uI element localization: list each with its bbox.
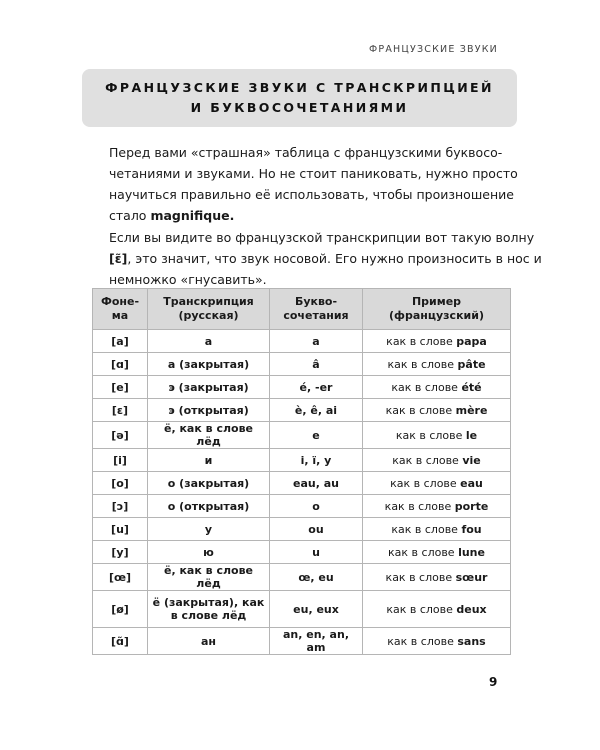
nasal-line-1: Если вы видите во французской транскрипции вот такую волну: [109, 230, 535, 245]
nasal-line-2: [109, 248, 542, 269]
cell-transcription: [148, 628, 270, 655]
cell-phoneme: [ɑ]: [93, 353, 148, 376]
transcription-text: ё, как в слове: [164, 422, 253, 435]
nasal-line-3: немножко «гнусавить».: [109, 272, 267, 287]
table-row: [93, 330, 511, 353]
cell-letter-combinations: an, en, an, am: [270, 628, 363, 655]
example-word: deux: [456, 602, 487, 616]
cell-phoneme: [y]: [93, 541, 148, 564]
example-word: lune: [458, 545, 485, 559]
page-number: 9: [489, 675, 498, 689]
transcription-text: а (закрытая): [167, 357, 250, 371]
example-prefix: как в слове: [390, 476, 461, 490]
transcription-word: лёд: [196, 577, 221, 590]
example-prefix: как в слове: [384, 499, 455, 513]
cell-example: [363, 495, 511, 518]
example-prefix: как в слове: [388, 545, 459, 559]
example-prefix: как в слове: [392, 453, 463, 467]
cell-example: [363, 422, 511, 449]
cell-letter-combinations: â: [270, 353, 363, 376]
cell-transcription: [148, 330, 270, 353]
intro-line-4-text: стало: [109, 208, 151, 223]
transcription-text: а: [204, 334, 213, 348]
cell-letter-combinations: i, ï, y: [270, 449, 363, 472]
transcription-word: лёд: [221, 609, 247, 622]
intro-line-1: Перед вами «страшная» таблица с французскими буквосо-: [109, 145, 503, 160]
cell-phoneme: [ɔ]: [93, 495, 148, 518]
example-word: eau: [460, 476, 483, 490]
example-word: été: [461, 380, 482, 394]
cell-transcription: [148, 472, 270, 495]
header-phoneme: Фоне- ма: [93, 289, 148, 330]
example-word: pâte: [457, 357, 486, 371]
cell-letter-combinations: œ, eu: [270, 564, 363, 591]
cell-phoneme: [ə]: [93, 422, 148, 449]
cell-example: [363, 591, 511, 628]
example-word: vie: [462, 453, 481, 467]
table-row: [93, 472, 511, 495]
table-row: [93, 518, 511, 541]
cell-example: [363, 399, 511, 422]
cell-letter-combinations: é, -er: [270, 376, 363, 399]
cell-phoneme: [ɑ̃]: [93, 628, 148, 655]
table-header-row: [93, 289, 511, 330]
cell-phoneme: [o]: [93, 472, 148, 495]
cell-example: [363, 541, 511, 564]
section-title-line-1: ФРАНЦУЗСКИЕ ЗВУКИ С ТРАНСКРИПЦИЕЙ: [105, 80, 494, 95]
transcription-text: ан: [200, 634, 217, 648]
cell-phoneme: [a]: [93, 330, 148, 353]
table-row: [93, 449, 511, 472]
transcription-text: у: [204, 522, 213, 536]
cell-example: [363, 518, 511, 541]
cell-phoneme: [œ]: [93, 564, 148, 591]
table-row: [93, 591, 511, 628]
intro-line-2: четаниями и звуками. Но не стоит паниковать, нужно просто: [109, 166, 518, 181]
example-prefix: как в слове: [385, 570, 456, 584]
cell-transcription: [148, 591, 270, 628]
cell-example: [363, 564, 511, 591]
cell-example: [363, 353, 511, 376]
cell-transcription: [148, 353, 270, 376]
cell-example: [363, 628, 511, 655]
cell-transcription: [148, 449, 270, 472]
cell-transcription: [148, 399, 270, 422]
cell-phoneme: [ε]: [93, 399, 148, 422]
cell-transcription: [148, 495, 270, 518]
intro-line-3: научиться правильно её использовать, чтобы произношение: [109, 187, 514, 202]
example-word: fou: [461, 522, 482, 536]
table-row: [93, 422, 511, 449]
cell-phoneme: [e]: [93, 376, 148, 399]
example-word: mère: [455, 403, 488, 417]
running-head: ФРАНЦУЗСКИЕ ЗВУКИ: [369, 44, 498, 55]
transcription-word: лёд: [196, 435, 221, 448]
transcription-text: ё, как в слове: [164, 564, 253, 577]
table-row: [93, 353, 511, 376]
header-letter-combinations: Букво- сочетания: [270, 289, 363, 330]
table-row: [93, 628, 511, 655]
transcription-text: э (открытая): [168, 403, 249, 417]
example-word: le: [465, 428, 478, 442]
cell-letter-combinations: è, ê, ai: [270, 399, 363, 422]
transcription-text: ю: [203, 545, 214, 559]
table-row: [93, 564, 511, 591]
example-prefix: как в слове: [385, 403, 456, 417]
table-row: [93, 495, 511, 518]
transcription-text: о (закрытая): [167, 476, 250, 490]
example-word: sœur: [455, 570, 488, 584]
nasal-paragraph: [109, 227, 542, 290]
example-word: porte: [454, 499, 489, 513]
cell-letter-combinations: ou: [270, 518, 363, 541]
transcription-text: э (закрытая): [168, 380, 249, 394]
cell-letter-combinations: eau, au: [270, 472, 363, 495]
example-prefix: как в слове: [391, 522, 462, 536]
cell-phoneme: [ø]: [93, 591, 148, 628]
cell-transcription: [148, 518, 270, 541]
table-row: [93, 541, 511, 564]
example-prefix: как в слове: [387, 634, 458, 648]
intro-line-4: [109, 205, 479, 226]
cell-transcription: [148, 422, 270, 449]
cell-transcription: [148, 564, 270, 591]
table-row: [93, 376, 511, 399]
cell-example: [363, 330, 511, 353]
example-prefix: как в слове: [386, 602, 457, 616]
example-prefix: как в слове: [391, 380, 462, 394]
cell-letter-combinations: u: [270, 541, 363, 564]
example-word: papa: [456, 334, 487, 348]
example-word: sans: [457, 634, 486, 648]
cell-phoneme: [i]: [93, 449, 148, 472]
magnifique-word: magnifique.: [150, 208, 235, 223]
transcription-text: ё (закрытая), как в слове: [152, 596, 265, 622]
nasal-symbol: [ε̃]: [109, 251, 128, 266]
cell-transcription: [148, 541, 270, 564]
transcription-text: и: [204, 453, 213, 467]
example-prefix: как в слове: [395, 428, 466, 442]
cell-example: [363, 472, 511, 495]
cell-example: [363, 449, 511, 472]
cell-transcription: [148, 376, 270, 399]
example-prefix: как в слове: [386, 334, 457, 348]
intro-paragraph: [109, 142, 518, 226]
cell-letter-combinations: eu, eux: [270, 591, 363, 628]
section-title: [82, 69, 517, 127]
section-title-line-2: И БУКВОСОЧЕТАНИЯМИ: [190, 100, 409, 115]
header-example: Пример (французский): [363, 289, 511, 330]
nasal-line-2-text: , это значит, что звук носовой. Его нужно произносить в нос и: [127, 251, 542, 266]
cell-letter-combinations: o: [270, 495, 363, 518]
cell-phoneme: [u]: [93, 518, 148, 541]
cell-letter-combinations: e: [270, 422, 363, 449]
transcription-text: о (открытая): [167, 499, 250, 513]
example-prefix: как в слове: [387, 357, 458, 371]
table-row: [93, 399, 511, 422]
cell-example: [363, 376, 511, 399]
phoneme-table: [92, 288, 511, 655]
cell-letter-combinations: a: [270, 330, 363, 353]
header-transcription: Транскрипция (русская): [148, 289, 270, 330]
